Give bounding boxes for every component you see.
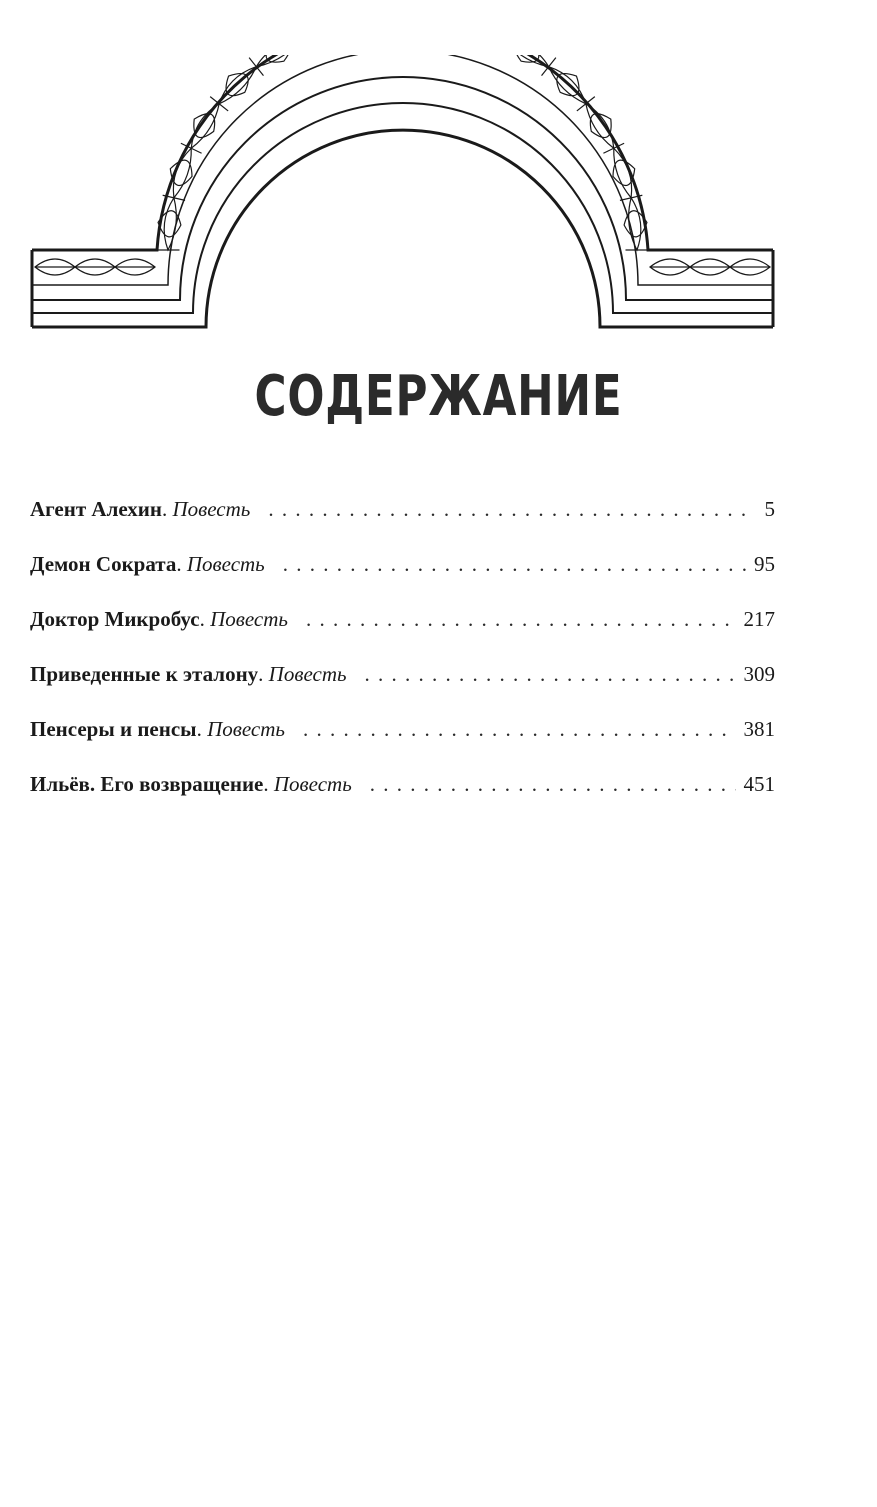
toc-entry-genre: Повесть: [273, 772, 352, 796]
dot-leader: [306, 602, 736, 636]
toc-entry-page: 309: [743, 662, 775, 686]
dot-leader: [303, 712, 736, 746]
toc-entry-separator: .: [161, 497, 173, 521]
arch-ornament: [30, 55, 775, 340]
toc-entry-genre: Повесть: [172, 497, 251, 521]
toc-entry-separator: .: [199, 607, 211, 631]
toc-entry-title: Пенсеры и пенсы: [30, 717, 197, 741]
dot-leader: [283, 547, 746, 581]
toc-entry-separator: .: [196, 717, 208, 741]
toc-entry-page: 95: [754, 552, 775, 576]
toc-entry-title: Агент Алехин: [30, 497, 162, 521]
toc-entry-genre: Повесть: [186, 552, 265, 576]
toc-entry-genre: Повесть: [207, 717, 285, 741]
table-of-contents: [30, 492, 775, 822]
toc-entry-title: Приведенные к эталону: [30, 662, 259, 686]
toc-entry-genre: Повесть: [268, 662, 347, 686]
toc-entry-separator: .: [258, 662, 269, 686]
toc-entry[interactable]: [30, 712, 775, 767]
toc-entry-page: 451: [743, 772, 775, 796]
toc-entry[interactable]: [30, 547, 775, 602]
toc-entry-page: 5: [764, 497, 775, 521]
page-title: СОДЕРЖАНИЕ: [254, 364, 623, 429]
dot-leader: [268, 492, 747, 526]
toc-entry[interactable]: [30, 657, 775, 712]
dot-leader: [370, 767, 736, 801]
dot-leader: [365, 657, 736, 691]
toc-entry[interactable]: [30, 767, 775, 822]
toc-entry-title: Ильёв. Его возвращение: [30, 772, 264, 796]
toc-entry-page: 217: [743, 607, 775, 631]
toc-entry-genre: Повесть: [210, 607, 288, 631]
toc-entry-page: 381: [743, 717, 775, 741]
toc-entry-separator: .: [263, 772, 274, 796]
toc-entry-title: Доктор Микробус: [30, 607, 200, 631]
toc-entry[interactable]: [30, 602, 775, 657]
toc-entry[interactable]: [30, 492, 775, 547]
toc-entry-title: Демон Сократа: [30, 552, 177, 576]
toc-entry-separator: .: [176, 552, 187, 576]
